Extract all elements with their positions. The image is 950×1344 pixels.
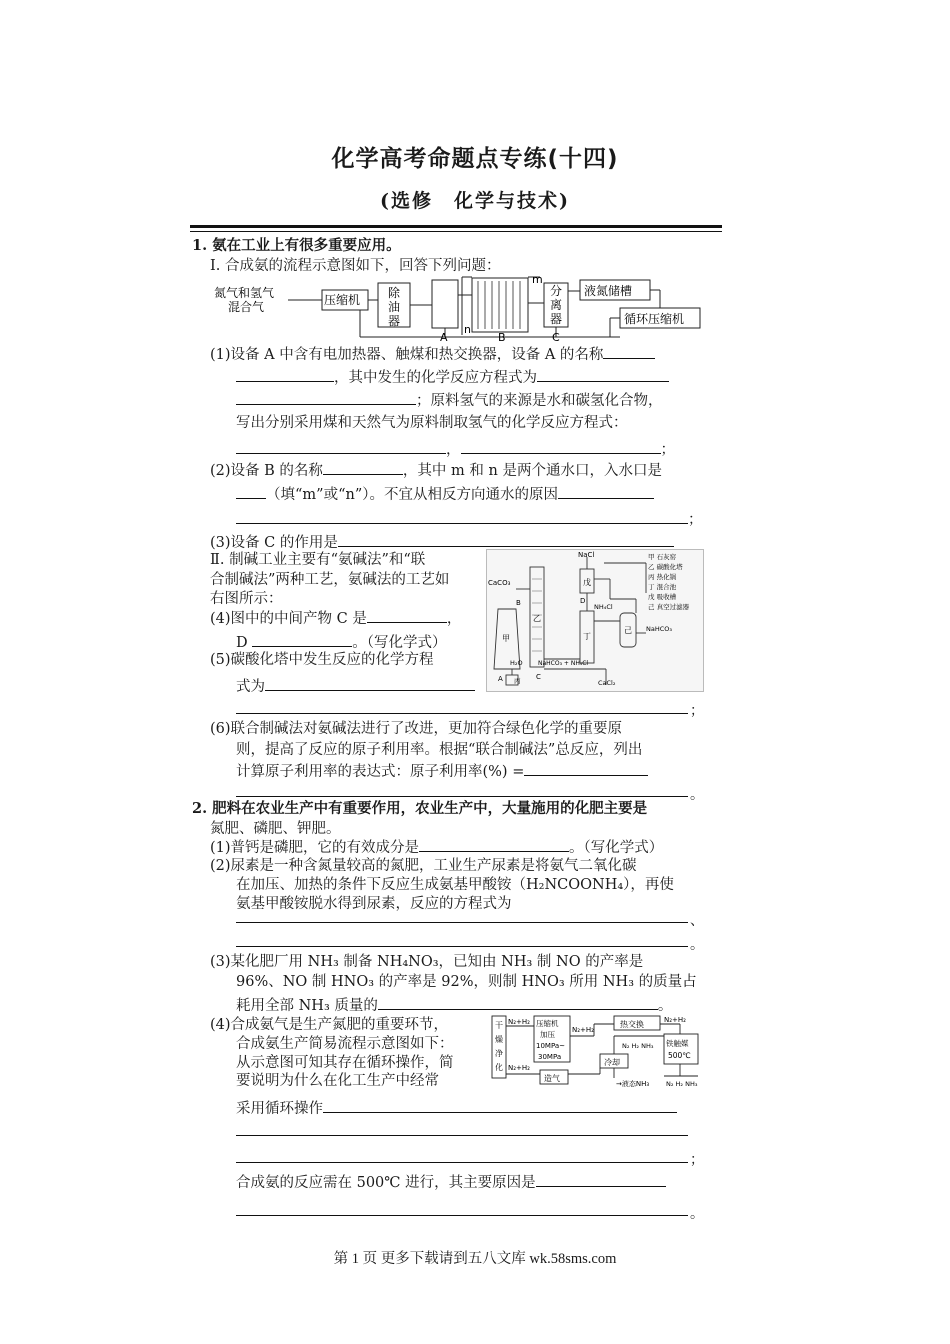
- dun-mark: 、: [690, 913, 704, 929]
- answer-blank[interactable]: [323, 460, 403, 475]
- answer-line[interactable]: [236, 946, 688, 947]
- q1-s6-line1: (6)联合制碱法对氨碱法进行了改进，更加符合绿色化学的重要原: [210, 721, 623, 737]
- period: 。: [690, 1206, 704, 1222]
- caco3-label: CaCO₃: [488, 579, 511, 587]
- q1-s3: (3)设备 C 的作用是: [210, 532, 674, 553]
- mix-label: NaHCO₃ + NH₄Cl: [538, 660, 589, 667]
- q2-stem-line2: 氮肥、磷肥、钾肥。: [210, 821, 341, 837]
- gas-label: 造气: [544, 1074, 560, 1083]
- answer-blank[interactable]: [236, 390, 416, 405]
- mix3-1: N₂ H₂ NH₃: [622, 1042, 654, 1050]
- answer-blank[interactable]: [461, 439, 661, 454]
- dry-2: 燥: [495, 1035, 503, 1044]
- sep-label-2: 离: [550, 298, 563, 312]
- q2-s2-line2: 在加压、加热的条件下反应生成氨基甲酸铵（H₂NCOONH₄），再使: [236, 877, 674, 893]
- q2-s2-line3: 氨基甲酸铵脱水得到尿素，反应的方程式为: [236, 896, 512, 912]
- comp-1: 压缩机: [536, 1019, 559, 1028]
- n2h2-3: N₂+H₂: [664, 1016, 686, 1024]
- bing-label: 丙: [514, 677, 521, 685]
- answer-blank[interactable]: [558, 484, 654, 499]
- comp-4: 30MPa: [538, 1053, 562, 1061]
- q1-part2-line1: Ⅱ. 制碱工业主要有“氨碱法”和“联: [210, 552, 426, 568]
- answer-blank[interactable]: [537, 367, 669, 382]
- q2-s2-line1: (2)尿素是一种含氮量较高的氮肥，工业生产尿素是将氨气二氧化碳: [210, 858, 637, 874]
- tank-label: 液氮储槽: [584, 284, 633, 298]
- device-a-box: [432, 280, 458, 328]
- legend-5: 戊 吸收槽: [648, 593, 677, 601]
- q1-s4-line2: D 。（写化学式）: [236, 632, 447, 653]
- answer-blank[interactable]: [378, 995, 658, 1010]
- label-c2: C: [536, 673, 541, 681]
- answer-blank[interactable]: [265, 676, 475, 691]
- h2o-label: H₂O: [510, 659, 523, 667]
- answer-line[interactable]: [236, 922, 688, 923]
- answer-blank[interactable]: [236, 439, 446, 454]
- q1-s1-line3: ；原料氢气的来源是水和碳氢化合物，: [236, 390, 663, 411]
- q1-stem: 1. 氨在工业上有很多重要应用。: [192, 237, 401, 254]
- ammonia-synthesis-flow-diagram: [210, 275, 710, 345]
- q1-s2-line2: （填“m”或“n”）。不宜从相反方向通水的原因: [236, 484, 654, 505]
- wu-label: 戊: [583, 578, 591, 587]
- nh4cl-label: NH₄Cl: [594, 603, 613, 611]
- q1-s1-line1: (1)设备 A 中含有电加热器、触煤和热交换器，设备 A 的名称: [210, 344, 655, 365]
- mix3-2: N₂ H₂ NH₃: [666, 1080, 698, 1088]
- q2-s3-line1: (3)某化肥厂用 NH₃ 制备 NH₄NO₃，已知由 NH₃ 制 NO 的产率是: [210, 954, 644, 970]
- legend-3: 丙 热化锅: [648, 573, 677, 581]
- q1-part1: Ⅰ. 合成氨的流程示意图如下，回答下列问题：: [210, 258, 501, 274]
- q2-s3-line3: 耗用全部 NH₃ 质量的 。: [236, 995, 672, 1016]
- semicolon: ；: [690, 703, 704, 719]
- n2h2-2: N₂+H₂: [572, 1026, 594, 1034]
- feed-label: 氮气和氢气: [214, 286, 275, 300]
- compressor-label: 压缩机: [324, 293, 361, 307]
- q2-stem-line1: 2. 肥料在农业生产中有重要作用，农业生产中，大量施用的化肥主要是: [192, 800, 648, 817]
- q1-s5-line1: (5)碳酸化塔中发生反应的化学方程: [210, 652, 434, 668]
- cat-2: 500℃: [668, 1051, 691, 1060]
- page-title: 化学高考命题点专练(十四): [331, 146, 619, 172]
- q2-s1: (1)普钙是磷肥，它的有效成分是 。（写化学式）: [210, 837, 663, 858]
- page-footer: 第 1 页 更多下载请到五八文库 wk.58sms.com: [333, 1251, 617, 1267]
- q1-part2-line2: 合制碱法”两种工艺，氨碱法的工艺如: [210, 572, 450, 588]
- cacl2-label: CaCl₂: [598, 679, 616, 687]
- q1-s2-line3: ；: [236, 509, 703, 530]
- q1-s5-line2: 式为: [236, 676, 475, 697]
- answer-blank[interactable]: [252, 632, 352, 647]
- dry-4: 化: [495, 1063, 503, 1072]
- answer-blank[interactable]: [338, 532, 674, 547]
- legend-4: 丁 混合池: [648, 583, 677, 591]
- nahco3-label: NaHCO₃: [646, 625, 672, 633]
- hx-label: 热交换: [620, 1020, 644, 1029]
- n2h2-4: N₂+H₂: [508, 1064, 530, 1072]
- answer-blank[interactable]: [367, 608, 447, 623]
- yi-label: 乙: [533, 614, 541, 623]
- answer-line[interactable]: [236, 1135, 688, 1136]
- ammonia-simple-flow-diagram: [490, 1012, 702, 1090]
- dry-3: 净: [495, 1049, 503, 1058]
- answer-line[interactable]: [236, 796, 688, 797]
- q2-s4-line6: 合成氨的反应需在 500℃ 进行，其主要原因是: [236, 1172, 666, 1193]
- answer-line[interactable]: [236, 713, 688, 714]
- deoil-label-3: 器: [388, 314, 401, 328]
- ding-label: 丁: [583, 632, 591, 641]
- q2-s4-line5: 采用循环操作: [236, 1098, 677, 1119]
- answer-blank[interactable]: [236, 509, 688, 524]
- q1-s1-line2: ，其中发生的化学反应方程式为: [236, 367, 669, 388]
- cool-label: 冷却: [604, 1058, 620, 1067]
- ammonia-soda-process-diagram: [486, 549, 704, 692]
- sep-label-3: 器: [550, 312, 563, 326]
- label-a: A: [440, 331, 448, 344]
- answer-blank[interactable]: [236, 484, 266, 499]
- answer-blank[interactable]: [323, 1098, 677, 1113]
- answer-blank[interactable]: [603, 344, 655, 359]
- n2h2-1: N₂+H₂: [508, 1018, 530, 1026]
- label-a2: A: [498, 675, 503, 683]
- label-b: B: [498, 331, 506, 344]
- label-c: C: [552, 331, 560, 344]
- cat-1: 铁触媒: [666, 1039, 689, 1048]
- q1-s2-line1: (2)设备 B 的名称 ，其中 m 和 n 是两个通水口，入水口是: [210, 460, 662, 481]
- page-subtitle: (选修 化学与技术): [380, 190, 570, 212]
- answer-blank[interactable]: [419, 837, 569, 852]
- semicolon: ；: [690, 1152, 704, 1168]
- q1-s4-line1: (4)图中的中间产物 C 是 ，: [210, 608, 461, 629]
- legend-2: 乙 碳酸化塔: [648, 563, 683, 571]
- label-b2: B: [516, 599, 521, 607]
- q1-s1-line4: 写出分别采用煤和天然气为原料制取氢气的化学反应方程式：: [236, 415, 628, 431]
- feed-label-2: 混合气: [228, 300, 265, 314]
- period: 。: [690, 937, 704, 953]
- period: 。: [690, 787, 704, 803]
- answer-line[interactable]: [236, 1162, 688, 1163]
- q1-part2-line3: 右图所示：: [210, 591, 283, 607]
- header-rule-thin: [190, 231, 722, 232]
- comp-2: 加压: [540, 1030, 555, 1039]
- answer-blank[interactable]: [536, 1172, 666, 1187]
- dry-1: 干: [495, 1021, 503, 1030]
- legend-6: 己 真空过滤器: [648, 603, 690, 611]
- q2-s3-line2: 96%、NO 制 HNO₃ 的产率是 92%，则制 HNO₃ 所用 NH₃ 的质量占: [236, 974, 697, 990]
- q1-s6-line2: 则，提高了反应的原子利用率。根据“联合制碱法”总反应，列出: [236, 742, 643, 758]
- sep-label-1: 分: [550, 284, 563, 298]
- q2-s4-line1: (4)合成氨气是生产氮肥的重要环节，: [210, 1017, 449, 1033]
- label-n: n: [464, 323, 471, 336]
- q1-s6-line3: 计算原子利用率的表达式：原子利用率(%) =: [236, 761, 648, 782]
- q2-s4-line2: 合成氨生产简易流程示意图如下：: [236, 1036, 454, 1052]
- label-m: m: [532, 275, 543, 286]
- recycle-label: 循环压缩机: [624, 312, 685, 326]
- comp-3: 10MPa~: [536, 1042, 566, 1050]
- q2-s4-line4: 要说明为什么在化工生产中经常: [236, 1073, 439, 1089]
- label-d2: D: [580, 597, 586, 605]
- deoil-label-2: 油: [388, 300, 401, 314]
- answer-line[interactable]: [236, 1215, 688, 1216]
- q1-s1-line5: ， ；: [236, 439, 675, 460]
- legend-1: 甲 石灰窑: [648, 553, 677, 561]
- liq-label: →液态NH₃: [616, 1080, 650, 1088]
- header-rule-thick: [190, 225, 722, 228]
- answer-blank[interactable]: [236, 367, 334, 382]
- jia-label: 甲: [502, 634, 510, 643]
- q2-s4-line3: 从示意图可知其存在循环操作，简: [236, 1055, 454, 1071]
- ji-label: 己: [624, 626, 632, 635]
- answer-blank[interactable]: [524, 761, 648, 776]
- deoil-label-1: 除: [388, 286, 401, 300]
- nacl-label: NaCl: [578, 551, 595, 559]
